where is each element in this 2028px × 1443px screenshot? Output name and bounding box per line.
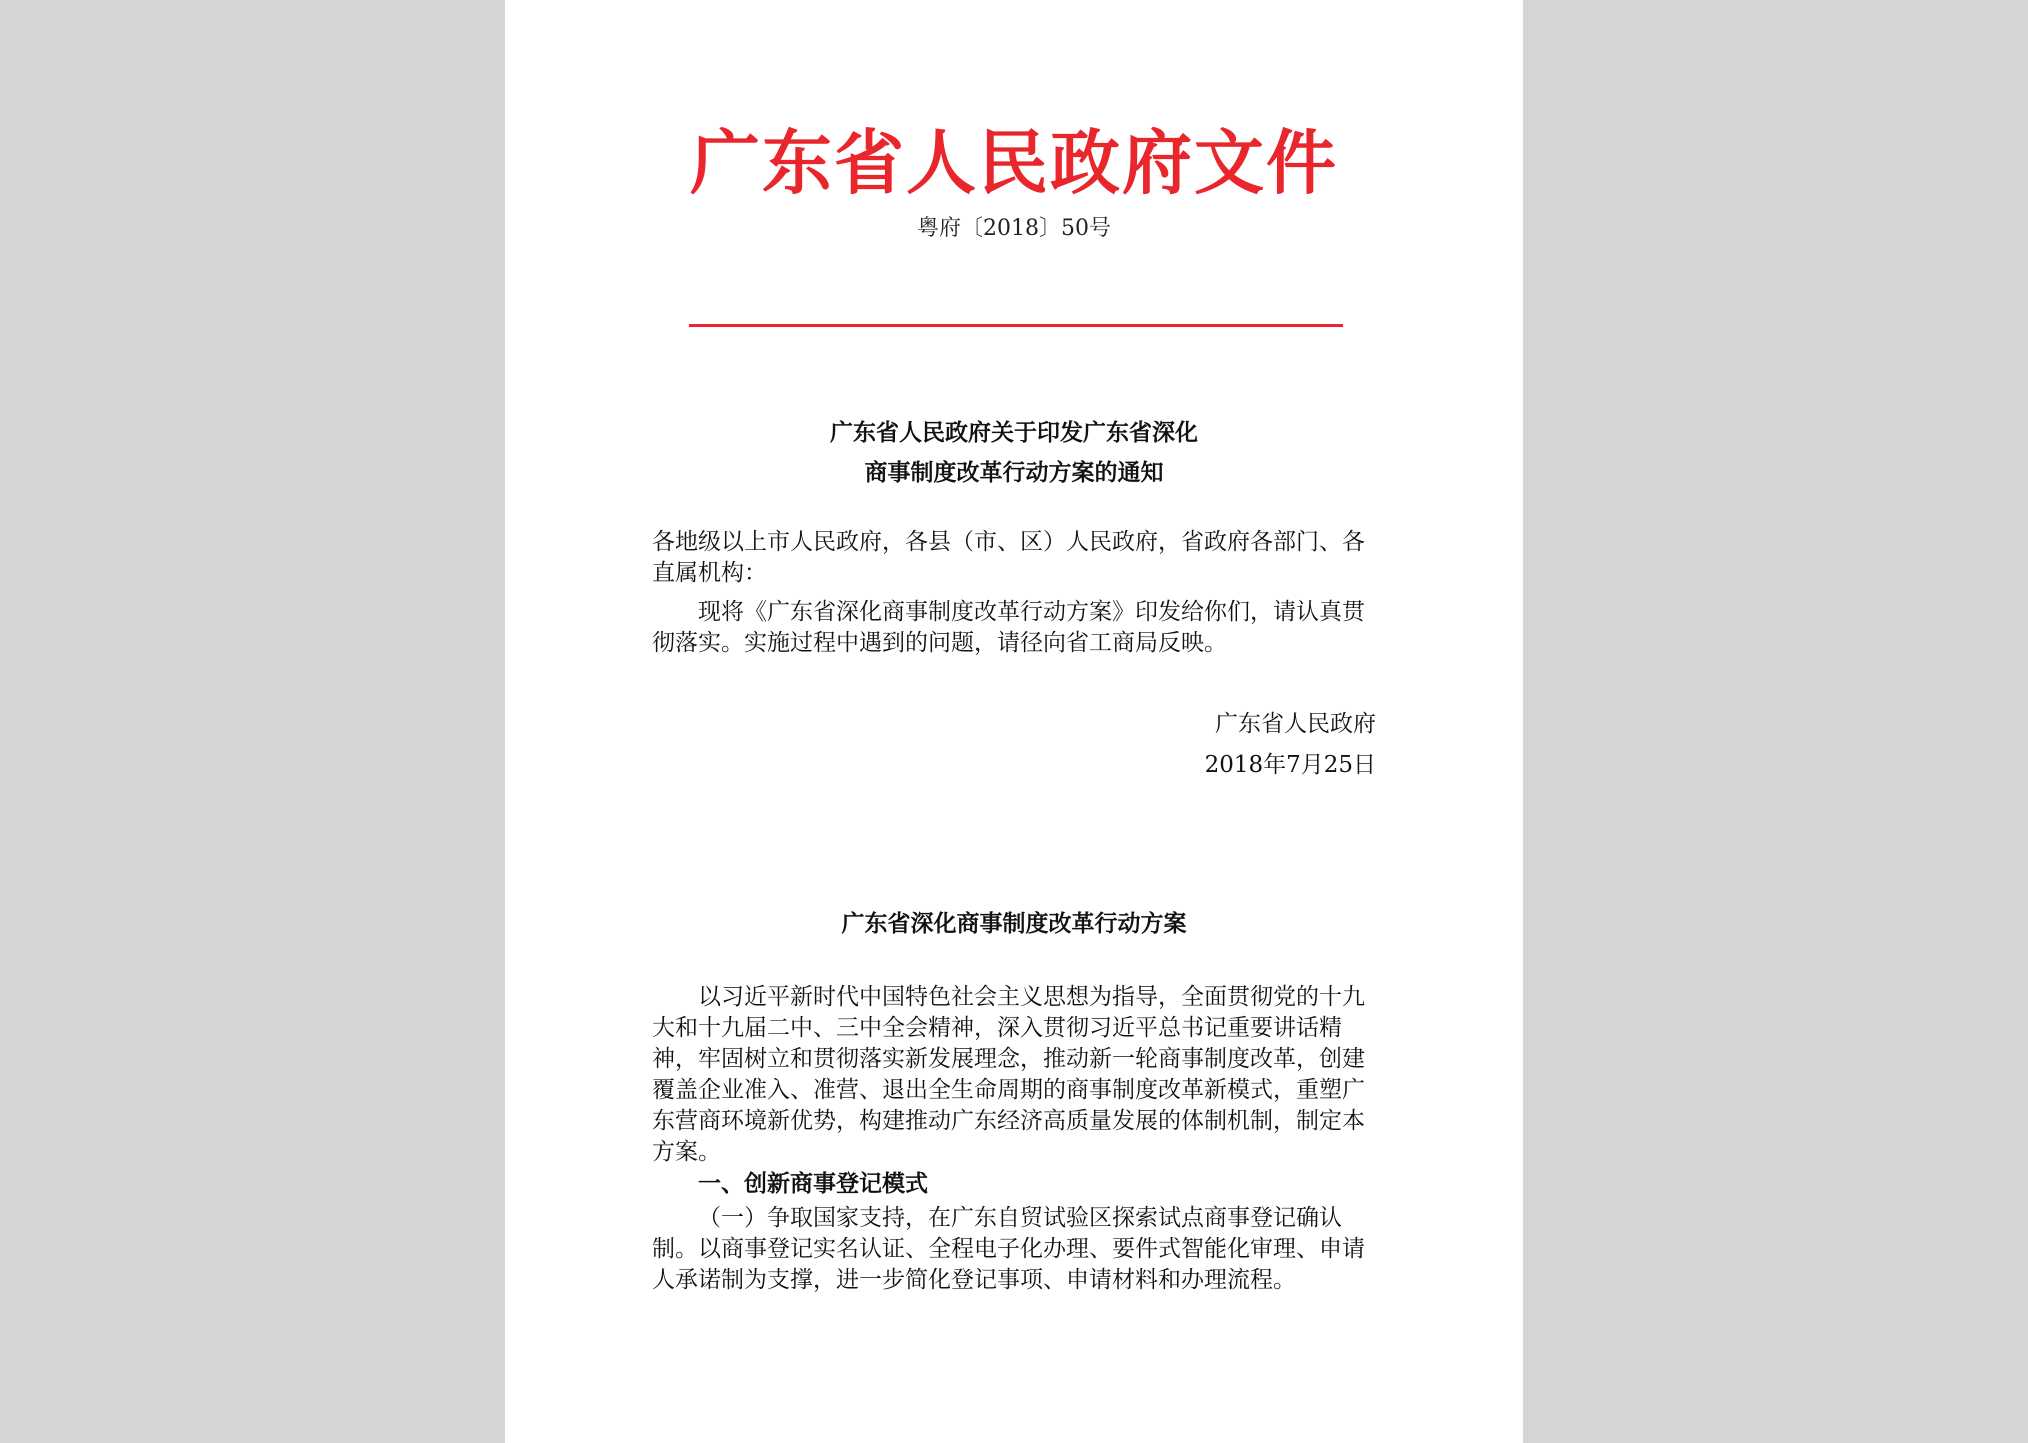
document-header-title: 广东省人民政府文件 <box>690 121 1338 204</box>
notice-title <box>505 413 1523 493</box>
document-page <box>505 0 1523 1443</box>
notice-title-line-2: 商事制度改革行动方案的通知 <box>864 459 1164 486</box>
section-heading: 一、创新商事登记模式 <box>698 1170 928 1197</box>
notice-addressee: 各地级以上市人民政府，各县（市、区）人民政府，省政府各部门、各直属机构： <box>652 529 1365 586</box>
notice-title-line-1: 广东省人民政府关于印发广东省深化 <box>830 419 1198 446</box>
notice-signer: 广东省人民政府 <box>1215 711 1376 737</box>
section-item: （一）争取国家支持，在广东自贸试验区探索试点商事登记确认制。以商事登记实名认证、全程电子化办理、要件式智能化审理、申请人承诺制为支撑，进一步简化登记事项、申请材料和办理流程。 <box>652 1205 1365 1293</box>
document-number: 粤府〔2018〕50号 <box>917 216 1111 241</box>
plan-body <box>652 982 1380 1296</box>
notice-date: 2018年7月25日 <box>1204 752 1376 778</box>
plan-title: 广东省深化商事制度改革行动方案 <box>841 910 1187 937</box>
red-divider-line <box>689 324 1343 327</box>
notice-body-text: 现将《广东省深化商事制度改革行动方案》印发给你们，请认真贯彻落实。实施过程中遇到的问题，请径向省工商局反映。 <box>652 599 1365 656</box>
notice-body <box>652 527 1380 659</box>
plan-intro: 以习近平新时代中国特色社会主义思想为指导，全面贯彻党的十九大和十九届二中、三中全会精神，深入贯彻习近平总书记重要讲话精神，牢固树立和贯彻落实新发展理念，推动新一轮商事制度改革，创建覆盖企业准入、准营、退出全生命周期的商事制度改革新模式，重塑广东营商环境新优势，构建推动广东经济高质量发展的体制机制，制定本方案。 <box>652 984 1365 1165</box>
